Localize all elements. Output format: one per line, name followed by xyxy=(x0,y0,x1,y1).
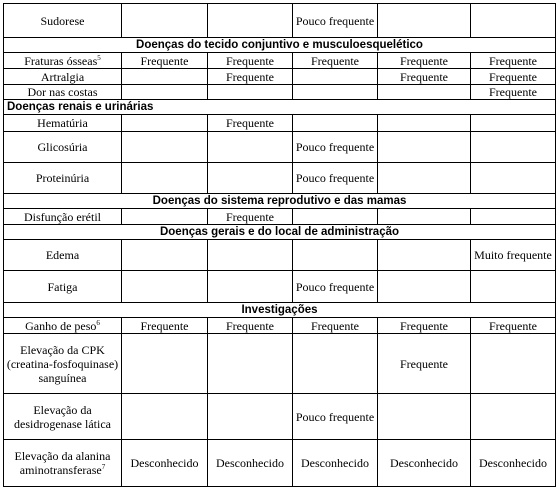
frequency-cell: Frequente xyxy=(293,318,378,334)
frequency-cell xyxy=(208,4,293,38)
row-label xyxy=(4,271,122,303)
row-label xyxy=(4,440,122,487)
frequency-cell: Pouco frequente xyxy=(293,4,378,38)
frequency-cell: Frequente xyxy=(471,318,556,334)
frequency-cell xyxy=(122,132,208,163)
row-label-text: Fatiga xyxy=(47,279,78,294)
frequency-cell xyxy=(378,209,471,225)
frequency-cell xyxy=(122,85,208,100)
frequency-cell: Pouco frequente xyxy=(293,132,378,163)
frequency-cell xyxy=(208,85,293,100)
frequency-cell xyxy=(293,115,378,132)
row-label xyxy=(4,115,122,132)
table-row xyxy=(4,394,556,440)
frequency-cell xyxy=(208,271,293,303)
table-row xyxy=(4,115,556,132)
frequency-cell: Frequente xyxy=(208,115,293,132)
table-row xyxy=(4,4,556,38)
section-title: Doenças renais e urinárias xyxy=(4,100,556,115)
section-title: Doenças gerais e do local de administração xyxy=(4,225,556,240)
table-row xyxy=(4,163,556,194)
frequency-cell xyxy=(208,240,293,271)
section-title: Investigações xyxy=(4,303,556,318)
frequency-cell xyxy=(471,394,556,440)
row-label xyxy=(4,318,122,334)
frequency-cell: Pouco frequente xyxy=(293,394,378,440)
frequency-cell xyxy=(378,394,471,440)
frequency-cell xyxy=(208,132,293,163)
row-label-text: Ganho de peso xyxy=(25,318,97,333)
frequency-cell xyxy=(208,334,293,394)
table-row xyxy=(4,85,556,100)
frequency-cell: Desconhecido xyxy=(471,440,556,487)
table-row xyxy=(4,334,556,394)
frequency-cell xyxy=(378,271,471,303)
row-label-text: Sudorese xyxy=(40,13,85,28)
frequency-cell: Frequente xyxy=(471,85,556,100)
frequency-cell: Frequente xyxy=(122,318,208,334)
footnote-marker: 6 xyxy=(96,318,100,327)
row-label-text: Hematúria xyxy=(37,116,88,130)
frequency-cell xyxy=(471,334,556,394)
table-row xyxy=(4,132,556,163)
table-row xyxy=(4,240,556,271)
frequency-cell: Desconhecido xyxy=(378,440,471,487)
frequency-cell xyxy=(471,132,556,163)
row-label xyxy=(4,209,122,225)
frequency-cell xyxy=(122,240,208,271)
frequency-cell: Frequente xyxy=(208,209,293,225)
table-row xyxy=(4,318,556,334)
section-title: Doenças do tecido conjuntivo e musculoesquelético xyxy=(4,38,556,53)
frequency-cell xyxy=(122,163,208,194)
row-label-text: Fraturas ósseas xyxy=(24,53,98,68)
row-label xyxy=(4,240,122,271)
frequency-cell xyxy=(208,394,293,440)
row-label-text: Elevação da CPK (creatina-fosfoquinase) sanguínea xyxy=(6,342,119,385)
row-label-text: Dor nas costas xyxy=(27,85,98,99)
section-header-row xyxy=(4,303,556,318)
frequency-cell: Frequente xyxy=(471,53,556,69)
table-row xyxy=(4,271,556,303)
row-label xyxy=(4,85,122,100)
footnote-marker: 7 xyxy=(101,463,106,471)
frequency-cell xyxy=(122,209,208,225)
frequency-cell: Frequente xyxy=(378,318,471,334)
frequency-cell xyxy=(122,271,208,303)
table-body xyxy=(4,4,556,487)
frequency-cell xyxy=(122,334,208,394)
row-label-text: Artralgia xyxy=(40,69,85,84)
frequency-cell xyxy=(122,69,208,85)
frequency-cell xyxy=(471,115,556,132)
row-label-text: Elevação da desidrogenase lática xyxy=(14,402,111,431)
table-row xyxy=(4,69,556,85)
row-label-text: Disfunção erétil xyxy=(24,209,101,224)
frequency-cell xyxy=(471,209,556,225)
frequency-cell: Frequente xyxy=(471,69,556,85)
frequency-cell xyxy=(378,115,471,132)
row-label-text: Proteinúria xyxy=(35,171,90,185)
frequency-cell xyxy=(378,4,471,38)
frequency-cell xyxy=(378,132,471,163)
row-label xyxy=(4,69,122,85)
frequency-cell xyxy=(378,163,471,194)
frequency-cell xyxy=(122,4,208,38)
frequency-cell xyxy=(471,163,556,194)
section-header-row xyxy=(4,100,556,115)
frequency-cell: Frequente xyxy=(378,334,471,394)
frequency-cell xyxy=(122,394,208,440)
frequency-cell xyxy=(378,240,471,271)
frequency-cell: Frequente xyxy=(122,53,208,69)
frequency-cell: Frequente xyxy=(378,69,471,85)
frequency-cell: Muito frequente xyxy=(471,240,556,271)
frequency-cell: Desconhecido xyxy=(122,440,208,487)
frequency-cell xyxy=(122,115,208,132)
frequency-cell: Frequente xyxy=(208,53,293,69)
frequency-cell xyxy=(471,271,556,303)
frequency-cell: Desconhecido xyxy=(293,440,378,487)
frequency-cell xyxy=(293,85,378,100)
row-label xyxy=(4,334,122,394)
frequency-cell xyxy=(471,4,556,38)
frequency-cell xyxy=(293,69,378,85)
frequency-cell xyxy=(293,240,378,271)
frequency-cell xyxy=(378,85,471,100)
frequency-cell: Frequente xyxy=(208,318,293,334)
row-label xyxy=(4,163,122,194)
frequency-cell: Pouco frequente xyxy=(293,163,378,194)
row-label xyxy=(4,132,122,163)
section-header-row xyxy=(4,225,556,240)
frequency-cell: Frequente xyxy=(293,53,378,69)
section-header-row xyxy=(4,194,556,209)
section-title: Doenças do sistema reprodutivo e das mamas xyxy=(4,194,556,209)
frequency-cell xyxy=(208,163,293,194)
table-row xyxy=(4,440,556,487)
row-label-text: Edema xyxy=(45,248,80,262)
table-row xyxy=(4,53,556,69)
frequency-cell: Desconhecido xyxy=(208,440,293,487)
table-row xyxy=(4,209,556,225)
row-label xyxy=(4,53,122,69)
adverse-reactions-table xyxy=(3,3,556,487)
row-label-text: Elevação da alanina aminotransferase xyxy=(14,449,111,477)
row-label-text: Glicosúria xyxy=(37,140,88,154)
frequency-cell xyxy=(293,334,378,394)
frequency-cell: Pouco frequente xyxy=(293,271,378,303)
row-label xyxy=(4,4,122,38)
frequency-cell: Frequente xyxy=(378,53,471,69)
frequency-cell xyxy=(293,209,378,225)
section-header-row xyxy=(4,38,556,53)
row-label xyxy=(4,394,122,440)
frequency-cell: Frequente xyxy=(208,69,293,85)
footnote-marker: 5 xyxy=(97,53,101,62)
